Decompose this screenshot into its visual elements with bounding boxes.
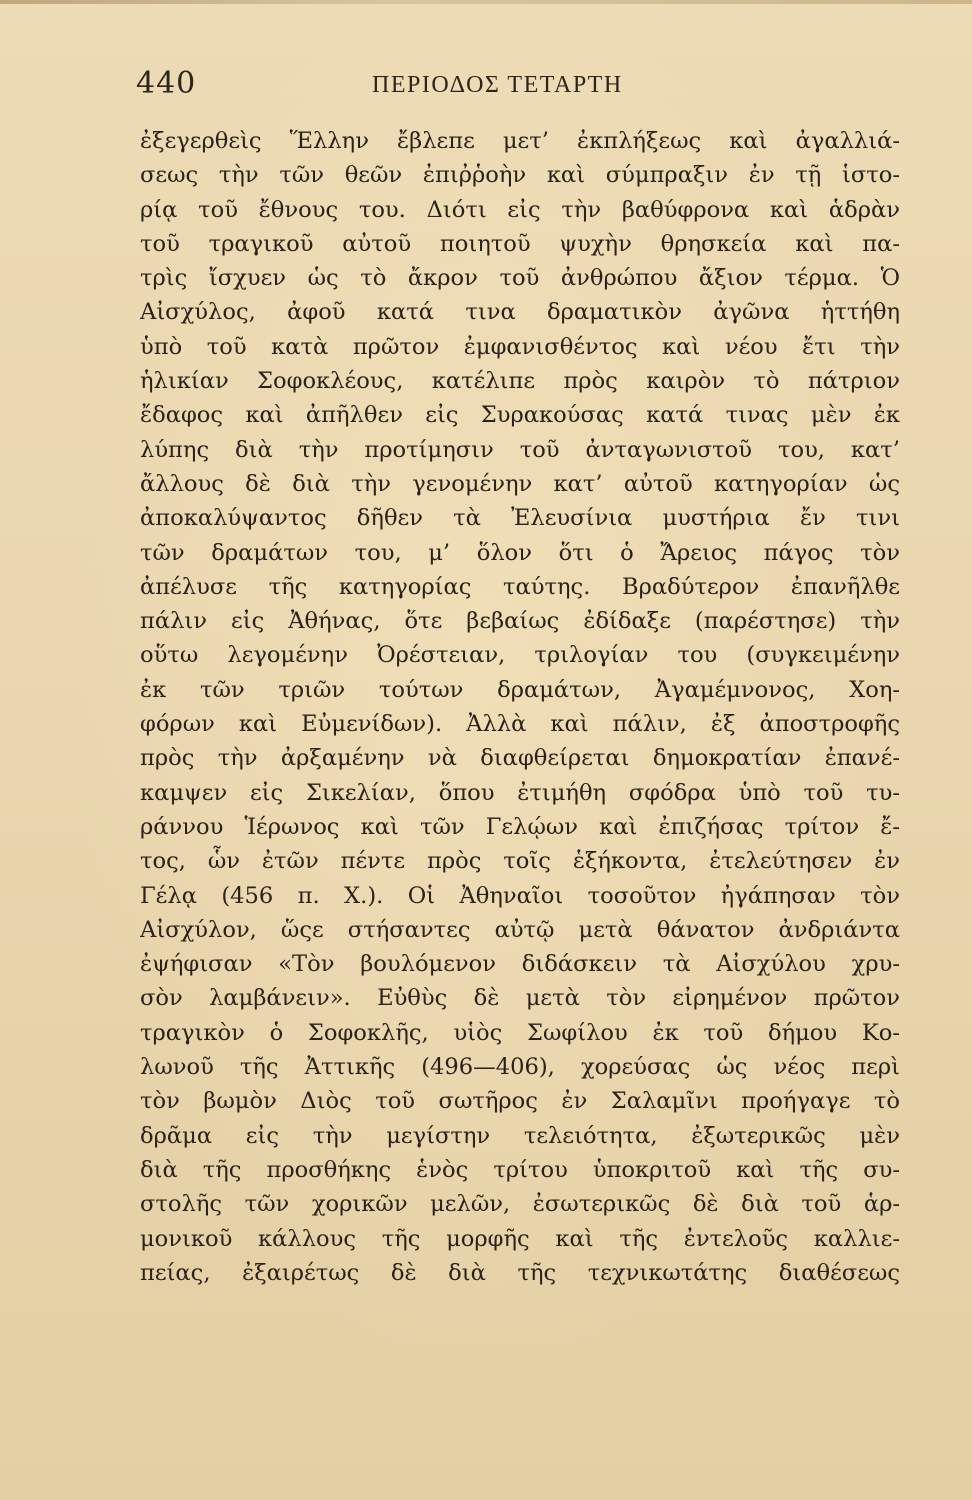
text-line: οὕτω λεγομένην Ὀρέστειαν, τριλογίαν του (συγκειμένην: [140, 642, 900, 669]
text-line: σεως τὴν τῶν θεῶν ἐπιῤῥοὴν καὶ σύμπραξιν ἐν τῇ ἱστο-: [140, 162, 900, 189]
text-line: τοῦ τραγικοῦ αὐτοῦ ποιητοῦ ψυχὴν θρησκεία καὶ πα-: [140, 230, 900, 257]
running-head: ΠΕΡΙΟΔΟΣ ΤΕΤΑΡΤΗ: [372, 72, 623, 98]
page-number: 440: [136, 66, 197, 101]
body-text: [140, 124, 900, 1290]
text-line: ἀποκαλύψαντος δῆθεν τὰ Ἐλευσίνια μυστήρια ἔν τινι: [140, 505, 900, 532]
text-line: ἀπέλυσε τῆς κατηγορίας ταύτης. Βραδύτερον ἐπανῆλθε: [140, 573, 900, 600]
text-line: ρίᾳ τοῦ ἔθνους του. Διότι εἰς τὴν βαθύφρονα καὶ ἁδρὰν: [140, 196, 900, 223]
text-line: λωνοῦ τῆς Ἀττικῆς (496—406), χορεύσας ὡς νέος περὶ: [140, 1054, 900, 1081]
text-line: δρᾶμα εἰς τὴν μεγίστην τελειότητα, ἐξωτερικῶς μὲν: [140, 1122, 900, 1149]
text-line: Αἰσχύλος, ἀφοῦ κατά τινα δραματικὸν ἀγῶνα ἡττήθη: [140, 299, 900, 326]
text-line: ἐκ τῶν τριῶν τούτων δραμάτων, Ἀγαμέμνονος, Χοη-: [140, 676, 900, 703]
text-line: σὸν λαμβάνειν». Εὐθὺς δὲ μετὰ τὸν εἰρημένον πρῶτον: [140, 985, 900, 1012]
text-line: ἄλλους δὲ διὰ τὴν γενομένην κατ’ αὐτοῦ κατηγορίαν ὡς: [140, 470, 900, 497]
text-line: διὰ τῆς προσθήκης ἑνὸς τρίτου ὑποκριτοῦ καὶ τῆς συ-: [140, 1156, 900, 1183]
text-line: τὸν βωμὸν Διὸς τοῦ σωτῆρος ἐν Σαλαμῖνι προήγαγε τὸ: [140, 1088, 900, 1115]
text-line: τρὶς ἴσχυεν ὡς τὸ ἄκρον τοῦ ἀνθρώπου ἄξιον τέρμα. Ὁ: [140, 265, 900, 292]
text-line: στολῆς τῶν χορικῶν μελῶν, ἐσωτερικῶς δὲ διὰ τοῦ ἁρ-: [140, 1191, 900, 1218]
text-line: πάλιν εἰς Ἀθήνας, ὅτε βεβαίως ἐδίδαξε (παρέστησε) τὴν: [140, 608, 900, 635]
text-line: ἡλικίαν Σοφοκλέους, κατέλιπε πρὸς καιρὸν τὸ πάτριον: [140, 368, 900, 395]
text-line: ἔδαφος καὶ ἀπῆλθεν εἰς Συρακούσας κατά τινας μὲν ἐκ: [140, 402, 900, 429]
text-line: φόρων καὶ Εὐμενίδων). Ἀλλὰ καὶ πάλιν, ἐξ ἀποστροφῆς: [140, 711, 900, 738]
text-line: Γέλᾳ (456 π. Χ.). Οἱ Ἀθηναῖοι τοσοῦτον ἠγάπησαν τὸν: [140, 882, 900, 909]
text-line: ἐψήφισαν «Τὸν βουλόμενον διδάσκειν τὰ Αἰσχύλου χρυ-: [140, 951, 900, 978]
text-line: ράννου Ἱέρωνος καὶ τῶν Γελῴων καὶ ἐπιζήσας τρίτον ἔ-: [140, 813, 900, 840]
text-line: Αἰσχύλον, ὥςε στήσαντες αὐτῷ μετὰ θάνατον ἀνδριάντα: [140, 916, 900, 943]
text-line: τος, ὧν ἐτῶν πέντε πρὸς τοῖς ἑξήκοντα, ἐτελεύτησεν ἐν: [140, 848, 900, 875]
page-header: [136, 66, 896, 110]
text-line: λύπης διὰ τὴν προτίμησιν τοῦ ἀνταγωνιστοῦ του, κατ’: [140, 436, 900, 463]
text-line: πρὸς τὴν ἀρξαμένην νὰ διαφθείρεται δημοκρατίαν ἐπανέ-: [140, 745, 900, 772]
text-line: ἐξεγερθεὶς Ἕλλην ἔβλεπε μετ’ ἐκπλήξεως καὶ ἀγαλλιά-: [140, 128, 900, 154]
page-top-edge: [0, 0, 972, 4]
text-line: τραγικὸν ὁ Σοφοκλῆς, υἱὸς Σωφίλου ἐκ τοῦ δήμου Κο-: [140, 1019, 900, 1046]
text-line: πείας, ἐξαιρέτως δὲ διὰ τῆς τεχνικωτάτης διαθέσεως: [140, 1259, 900, 1286]
text-line: μονικοῦ κάλλους τῆς μορφῆς καὶ τῆς ἐντελοῦς καλλιε-: [140, 1225, 900, 1252]
text-line: τῶν δραμάτων του, μ’ ὅλον ὅτι ὁ Ἄρειος πάγος τὸν: [140, 539, 900, 566]
text-line: ὑπὸ τοῦ κατὰ πρῶτον ἐμφανισθέντος καὶ νέου ἔτι τὴν: [140, 333, 900, 360]
text-line: καμψεν εἰς Σικελίαν, ὅπου ἐτιμήθη σφόδρα ὑπὸ τοῦ τυ-: [140, 779, 900, 806]
